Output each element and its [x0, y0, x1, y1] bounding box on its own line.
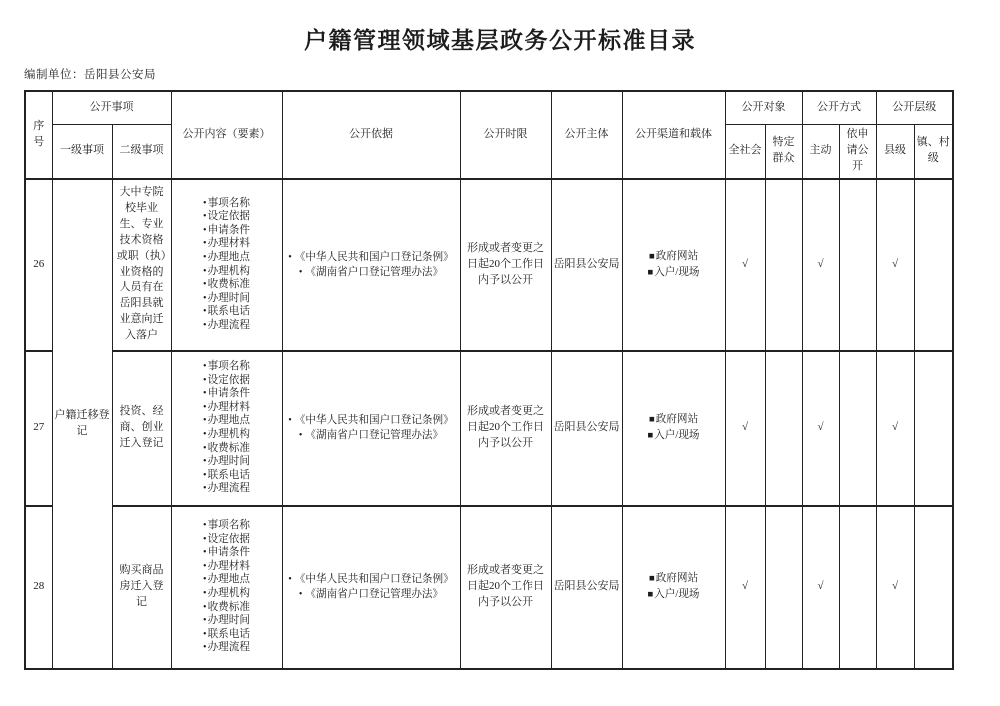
content-element-text: 办理机构 [207, 265, 250, 277]
content-element [174, 401, 280, 415]
content-element-text: 收费标准 [207, 442, 250, 454]
content-element [174, 601, 280, 615]
channel-item-text: 政府网站 [655, 573, 699, 585]
time-limit-cell: 形成或者变更之日起20个工作日内予以公开 [460, 506, 551, 669]
channel-item [625, 412, 723, 428]
serial-cell: 27 [25, 351, 52, 506]
basis-item-text: 《中华人民共和国户口登记条例》 [294, 415, 454, 427]
basis-item [285, 265, 458, 280]
content-element-text: 联系电话 [207, 628, 250, 640]
basis-item [285, 572, 458, 587]
content-element [174, 319, 280, 333]
content-element-text: 收费标准 [207, 601, 250, 613]
content-element [174, 546, 280, 560]
header-time-limit: 公开时限 [460, 91, 551, 179]
level2-item-cell: 大中专院校毕业生、专业技术资格或职（执）业资格的人员有在岳阳县就业意向迁入落户 [112, 179, 171, 351]
channel-item [625, 265, 723, 281]
channel-item-text: 政府网站 [655, 414, 699, 426]
bullet-icon: • [298, 266, 303, 278]
content-element-text: 办理地点 [207, 415, 250, 427]
method-on-request-check-cell [839, 179, 876, 351]
bullet-icon: • [203, 560, 207, 572]
content-element-text: 事项名称 [207, 197, 250, 209]
bullet-icon: • [203, 547, 207, 559]
header-row-top [25, 91, 953, 125]
level-town-check-cell [914, 506, 953, 669]
header-disclosure-item-group: 公开事项 [52, 91, 171, 125]
content-element [174, 641, 280, 655]
subject-cell: 岳阳县公安局 [551, 179, 622, 351]
method-active-check-cell: √ [802, 179, 839, 351]
content-element-text: 办理流程 [207, 483, 250, 495]
level2-item-cell: 投资、经商、创业迁入登记 [112, 351, 171, 506]
table-row [25, 506, 953, 669]
channel-item-text: 入户/现场 [654, 266, 700, 278]
level-town-check-cell [914, 179, 953, 351]
level1-item-cell: 户籍迁移登记 [52, 179, 112, 669]
bullet-icon: • [203, 401, 207, 413]
content-elements-cell [171, 351, 282, 506]
content-element-text: 联系电话 [207, 306, 250, 318]
bullet-icon: • [203, 456, 207, 468]
header-method-active: 主动 [802, 125, 839, 179]
content-element [174, 428, 280, 442]
content-element-text: 设定依据 [207, 374, 250, 386]
basis-item-text: 《中华人民共和国户口登记条例》 [294, 251, 454, 263]
content-elements-cell [171, 179, 282, 351]
bullet-icon: • [203, 601, 207, 613]
audience-all-check-cell: √ [725, 351, 765, 506]
content-element [174, 414, 280, 428]
header-audience-all: 全社会 [725, 125, 765, 179]
channel-item [625, 587, 723, 603]
content-element-text: 办理地点 [207, 574, 250, 586]
content-element-text: 申请条件 [207, 388, 250, 400]
square-bullet-icon: ■ [647, 267, 654, 278]
audience-all-check-cell: √ [725, 179, 765, 351]
bullet-icon: • [203, 319, 207, 331]
content-element [174, 560, 280, 574]
prepared-by-value: 岳阳县公安局 [84, 68, 156, 81]
bullet-icon: • [203, 388, 207, 400]
content-element [174, 197, 280, 211]
content-element-text: 办理地点 [207, 251, 250, 263]
content-element [174, 210, 280, 224]
header-method-on-request: 依申请公开 [839, 125, 876, 179]
content-element [174, 442, 280, 456]
table-body [25, 179, 953, 669]
header-method-group: 公开方式 [802, 91, 876, 125]
channels-cell [622, 506, 725, 669]
content-elements-cell [171, 506, 282, 669]
serial-cell: 26 [25, 179, 52, 351]
content-element [174, 278, 280, 292]
content-element-text: 申请条件 [207, 224, 250, 236]
bullet-icon: • [203, 238, 207, 250]
table-row [25, 351, 953, 506]
prepared-by-line [24, 68, 1000, 83]
content-element [174, 614, 280, 628]
header-subject: 公开主体 [551, 91, 622, 179]
channel-item-text: 入户/现场 [654, 589, 700, 601]
bullet-icon: • [288, 415, 292, 427]
bullet-icon: • [203, 442, 207, 454]
content-element-text: 办理机构 [207, 588, 250, 600]
content-element [174, 292, 280, 306]
level-county-check-cell: √ [876, 179, 914, 351]
bullet-icon: • [203, 224, 207, 236]
audience-specific-check-cell [765, 179, 802, 351]
content-element [174, 587, 280, 601]
header-level2: 二级事项 [112, 125, 171, 179]
square-bullet-icon: ■ [647, 431, 654, 442]
standards-table [24, 90, 954, 670]
content-element-text: 设定依据 [207, 211, 250, 223]
bullet-icon: • [203, 642, 207, 654]
serial-cell: 28 [25, 506, 52, 669]
table-row [25, 179, 953, 351]
bullet-icon: • [298, 430, 303, 442]
basis-cell [282, 179, 460, 351]
bullet-icon: • [203, 429, 207, 441]
bullet-icon: • [203, 292, 207, 304]
time-limit-cell: 形成或者变更之日起20个工作日内予以公开 [460, 179, 551, 351]
channel-item [625, 571, 723, 587]
method-on-request-check-cell [839, 506, 876, 669]
bullet-icon: • [203, 211, 207, 223]
basis-item [285, 587, 458, 602]
square-bullet-icon: ■ [648, 574, 655, 585]
content-element [174, 628, 280, 642]
bullet-icon: • [203, 520, 207, 532]
header-audience-specific: 特定群众 [765, 125, 802, 179]
basis-item-text: 《中华人民共和国户口登记条例》 [294, 574, 454, 586]
header-level-town: 镇、村级 [914, 125, 953, 179]
bullet-icon: • [203, 306, 207, 318]
channels-cell [622, 351, 725, 506]
content-element [174, 224, 280, 238]
content-element [174, 482, 280, 496]
table-header [25, 91, 953, 179]
bullet-icon: • [203, 533, 207, 545]
content-element [174, 533, 280, 547]
bullet-icon: • [203, 415, 207, 427]
subject-cell: 岳阳县公安局 [551, 351, 622, 506]
content-element-text: 办理材料 [207, 560, 250, 572]
content-element [174, 374, 280, 388]
header-audience-group: 公开对象 [725, 91, 802, 125]
basis-item-text: 《湖南省户口登记管理办法》 [305, 430, 444, 442]
bullet-icon: • [203, 361, 207, 373]
content-element-text: 办理时间 [207, 456, 250, 468]
bullet-icon: • [203, 588, 207, 600]
audience-all-check-cell: √ [725, 506, 765, 669]
content-element [174, 455, 280, 469]
content-element [174, 251, 280, 265]
content-element-text: 办理流程 [207, 642, 250, 654]
content-element [174, 237, 280, 251]
basis-item-text: 《湖南省户口登记管理办法》 [305, 266, 444, 278]
level-town-check-cell [914, 351, 953, 506]
bullet-icon: • [203, 628, 207, 640]
header-level-group: 公开层级 [876, 91, 953, 125]
content-element-text: 办理时间 [207, 292, 250, 304]
content-element-text: 办理机构 [207, 429, 250, 441]
bullet-icon: • [203, 251, 207, 263]
content-element [174, 387, 280, 401]
method-on-request-check-cell [839, 351, 876, 506]
bullet-icon: • [288, 574, 292, 586]
channel-item [625, 249, 723, 265]
bullet-icon: • [203, 265, 207, 277]
basis-cell [282, 506, 460, 669]
content-element [174, 469, 280, 483]
bullet-icon: • [203, 279, 207, 291]
square-bullet-icon: ■ [647, 590, 654, 601]
header-serial: 序号 [25, 91, 52, 179]
header-level-county: 县级 [876, 125, 914, 179]
channels-cell [622, 179, 725, 351]
header-basis: 公开依据 [282, 91, 460, 179]
content-element-text: 申请条件 [207, 547, 250, 559]
square-bullet-icon: ■ [648, 251, 655, 262]
content-element [174, 573, 280, 587]
bullet-icon: • [203, 574, 207, 586]
channel-item [625, 428, 723, 444]
prepared-by-label: 编制单位： [24, 68, 84, 81]
bullet-icon: • [288, 251, 292, 263]
content-element-text: 联系电话 [207, 469, 250, 481]
square-bullet-icon: ■ [648, 415, 655, 426]
content-element [174, 519, 280, 533]
content-element-text: 事项名称 [207, 361, 250, 373]
level-county-check-cell: √ [876, 351, 914, 506]
time-limit-cell: 形成或者变更之日起20个工作日内予以公开 [460, 351, 551, 506]
channel-item-text: 入户/现场 [654, 430, 700, 442]
content-element [174, 305, 280, 319]
content-element-text: 办理流程 [207, 319, 250, 331]
bullet-icon: • [203, 469, 207, 481]
method-active-check-cell: √ [802, 506, 839, 669]
audience-specific-check-cell [765, 351, 802, 506]
level2-item-cell: 购买商品房迁入登记 [112, 506, 171, 669]
method-active-check-cell: √ [802, 351, 839, 506]
bullet-icon: • [203, 483, 207, 495]
level-county-check-cell: √ [876, 506, 914, 669]
header-channel: 公开渠道和载体 [622, 91, 725, 179]
page-title: 户籍管理领域基层政务公开标准目录 [304, 28, 696, 53]
bullet-icon: • [298, 589, 303, 601]
basis-item [285, 250, 458, 265]
bullet-icon: • [203, 197, 207, 209]
header-level1: 一级事项 [52, 125, 112, 179]
basis-item-text: 《湖南省户口登记管理办法》 [305, 589, 444, 601]
content-element-text: 办理材料 [207, 238, 250, 250]
subject-cell: 岳阳县公安局 [551, 506, 622, 669]
header-content: 公开内容（要素） [171, 91, 282, 179]
basis-cell [282, 351, 460, 506]
basis-item [285, 413, 458, 428]
bullet-icon: • [203, 374, 207, 386]
content-element-text: 办理材料 [207, 401, 250, 413]
content-element-text: 收费标准 [207, 279, 250, 291]
content-element [174, 360, 280, 374]
content-element-text: 办理时间 [207, 615, 250, 627]
content-element-text: 设定依据 [207, 533, 250, 545]
content-element-text: 事项名称 [207, 520, 250, 532]
basis-item [285, 428, 458, 443]
content-element [174, 265, 280, 279]
channel-item-text: 政府网站 [655, 250, 699, 262]
audience-specific-check-cell [765, 506, 802, 669]
bullet-icon: • [203, 615, 207, 627]
